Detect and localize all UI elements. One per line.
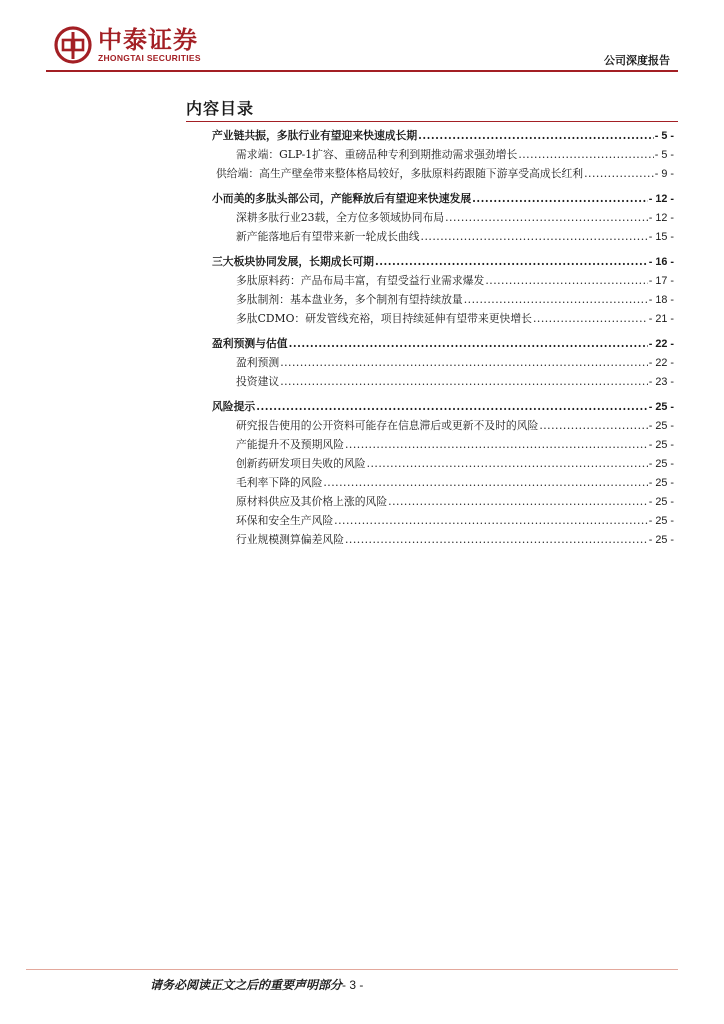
toc-entry-page: - 25 - <box>648 439 674 451</box>
toc-subsection-link[interactable] <box>212 311 674 330</box>
toc-entry-title: 三大板块协同发展，长期成长可期 <box>212 255 374 268</box>
toc-subsection-link[interactable] <box>212 292 674 311</box>
toc-entry-page: - 15 - <box>648 231 674 243</box>
toc-section-link[interactable] <box>212 128 674 147</box>
toc-entry-title: 毛利率下降的风险 <box>236 476 323 489</box>
toc-entry-page: - 25 - <box>648 496 674 508</box>
zhongtai-logo-icon <box>54 26 92 64</box>
toc-entry-title: 深耕多肽行业23载，全方位多领域协同布局 <box>236 211 445 224</box>
toc-entry-title: 多肽CDMO：研发管线充裕，项目持续延伸有望带来更快增长 <box>236 312 532 325</box>
toc-dot-leader <box>472 192 648 205</box>
toc-subsection-link[interactable] <box>212 456 674 475</box>
toc-entry-page: - 5 - <box>654 130 674 142</box>
footer-notice: 请务必阅读正文之后的重要声明部分 <box>150 978 343 992</box>
toc-entry-page: - 23 - <box>648 376 674 388</box>
toc-entry-page: - 25 - <box>648 477 674 489</box>
toc-entry-page: - 25 - <box>648 515 674 527</box>
toc-dot-leader <box>445 211 648 224</box>
toc-subsection-link[interactable] <box>212 513 674 532</box>
toc-entry-title: 多肽制剂：基本盘业务，多个制剂有望持续放量 <box>236 293 463 306</box>
toc-dot-leader <box>345 533 648 546</box>
toc-section-link[interactable] <box>212 191 674 210</box>
toc-entry-title: 产业链共振，多肽行业有望迎来快速成长期 <box>212 129 418 142</box>
toc-entry-page: - 25 - <box>648 401 674 413</box>
toc-entry-page: - 9 - <box>654 168 674 180</box>
toc-entry-page: - 25 - <box>648 420 674 432</box>
toc-entry-title: 原材料供应及其价格上涨的风险 <box>236 495 388 508</box>
logo-name-cn: 中泰证券 <box>98 26 198 54</box>
toc-dot-leader <box>584 167 654 180</box>
toc-subsection-link[interactable] <box>212 166 674 185</box>
toc-entry-page: - 5 - <box>654 149 674 161</box>
toc-entry-page: - 21 - <box>648 313 674 325</box>
toc-dot-leader <box>518 148 653 161</box>
toc-entry-title: 盈利预测与估值 <box>212 337 288 350</box>
toc-dot-leader <box>539 419 647 432</box>
toc-entry-title: 小而美的多肽头部公司，产能释放后有望迎来快速发展 <box>212 192 472 205</box>
toc-subsection-link[interactable] <box>212 210 674 229</box>
toc-entry-title: 盈利预测 <box>236 356 280 369</box>
toc-section-link[interactable] <box>212 399 674 418</box>
toc-section-link[interactable] <box>212 336 674 355</box>
company-logo <box>54 26 201 64</box>
toc-title-divider <box>186 121 678 122</box>
toc-dot-leader <box>375 255 648 268</box>
toc-entry-page: - 12 - <box>648 212 674 224</box>
toc-subsection-link[interactable] <box>212 532 674 551</box>
toc-subsection-link[interactable] <box>212 229 674 248</box>
toc-entry-title: 创新药研发项目失败的风险 <box>236 457 366 470</box>
toc-subsection-link[interactable] <box>212 147 674 166</box>
page-number: - 3 - <box>342 978 364 992</box>
toc-entry-title: 供给端：高生产壁垒带来整体格局较好，多肽原料药跟随下游享受高成长红利 <box>216 167 584 180</box>
toc-subsection-link[interactable] <box>212 494 674 513</box>
header-divider <box>46 70 678 72</box>
toc-dot-leader <box>464 293 648 306</box>
report-type-label: 公司深度报告 <box>604 54 670 67</box>
toc-entry-page: - 22 - <box>648 338 674 350</box>
toc-dot-leader <box>334 514 648 527</box>
toc-dot-leader <box>289 337 648 350</box>
toc-entry-page: - 16 - <box>648 256 674 268</box>
toc-subsection-link[interactable] <box>212 273 674 292</box>
toc-entry-title: 产能提升不及预期风险 <box>236 438 344 451</box>
toc-subsection-link[interactable] <box>212 374 674 393</box>
logo-name-en: ZHONGTAI SECURITIES <box>98 53 201 63</box>
toc-entry-title: 研究报告使用的公开资料可能存在信息滞后或更新不及时的风险 <box>236 419 539 432</box>
toc-section-link[interactable] <box>212 254 674 273</box>
footer-divider <box>26 969 678 970</box>
toc-dot-leader <box>280 356 648 369</box>
toc-entry-title: 行业规模测算偏差风险 <box>236 533 344 546</box>
footer <box>150 976 363 993</box>
toc-dot-leader <box>485 274 647 287</box>
toc-entry-page: - 25 - <box>648 534 674 546</box>
table-of-contents <box>212 128 674 551</box>
toc-dot-leader <box>367 457 648 470</box>
toc-dot-leader <box>323 476 647 489</box>
toc-entry-page: - 25 - <box>648 458 674 470</box>
toc-subsection-link[interactable] <box>212 418 674 437</box>
toc-entry-page: - 17 - <box>648 275 674 287</box>
toc-entry-title: 投资建议 <box>236 375 280 388</box>
toc-entry-page: - 22 - <box>648 357 674 369</box>
toc-entry-title: 风险提示 <box>212 400 256 413</box>
toc-dot-leader <box>421 230 648 243</box>
toc-subsection-link[interactable] <box>212 355 674 374</box>
toc-entry-title: 环保和安全生产风险 <box>236 514 334 527</box>
toc-title: 内容目录 <box>186 99 255 118</box>
toc-entry-title: 新产能落地后有望带来新一轮成长曲线 <box>236 230 420 243</box>
toc-dot-leader <box>345 438 648 451</box>
toc-dot-leader <box>388 495 648 508</box>
toc-entry-page: - 18 - <box>648 294 674 306</box>
toc-dot-leader <box>418 129 654 142</box>
toc-entry-page: - 12 - <box>648 193 674 205</box>
toc-dot-leader <box>256 400 648 413</box>
toc-subsection-link[interactable] <box>212 475 674 494</box>
toc-dot-leader <box>280 375 648 388</box>
toc-subsection-link[interactable] <box>212 437 674 456</box>
toc-entry-title: 多肽原料药：产品布局丰富，有望受益行业需求爆发 <box>236 274 485 287</box>
toc-dot-leader <box>533 312 648 325</box>
toc-entry-title: 需求端：GLP-1扩容、重磅品种专利到期推动需求强劲增长 <box>236 148 518 161</box>
